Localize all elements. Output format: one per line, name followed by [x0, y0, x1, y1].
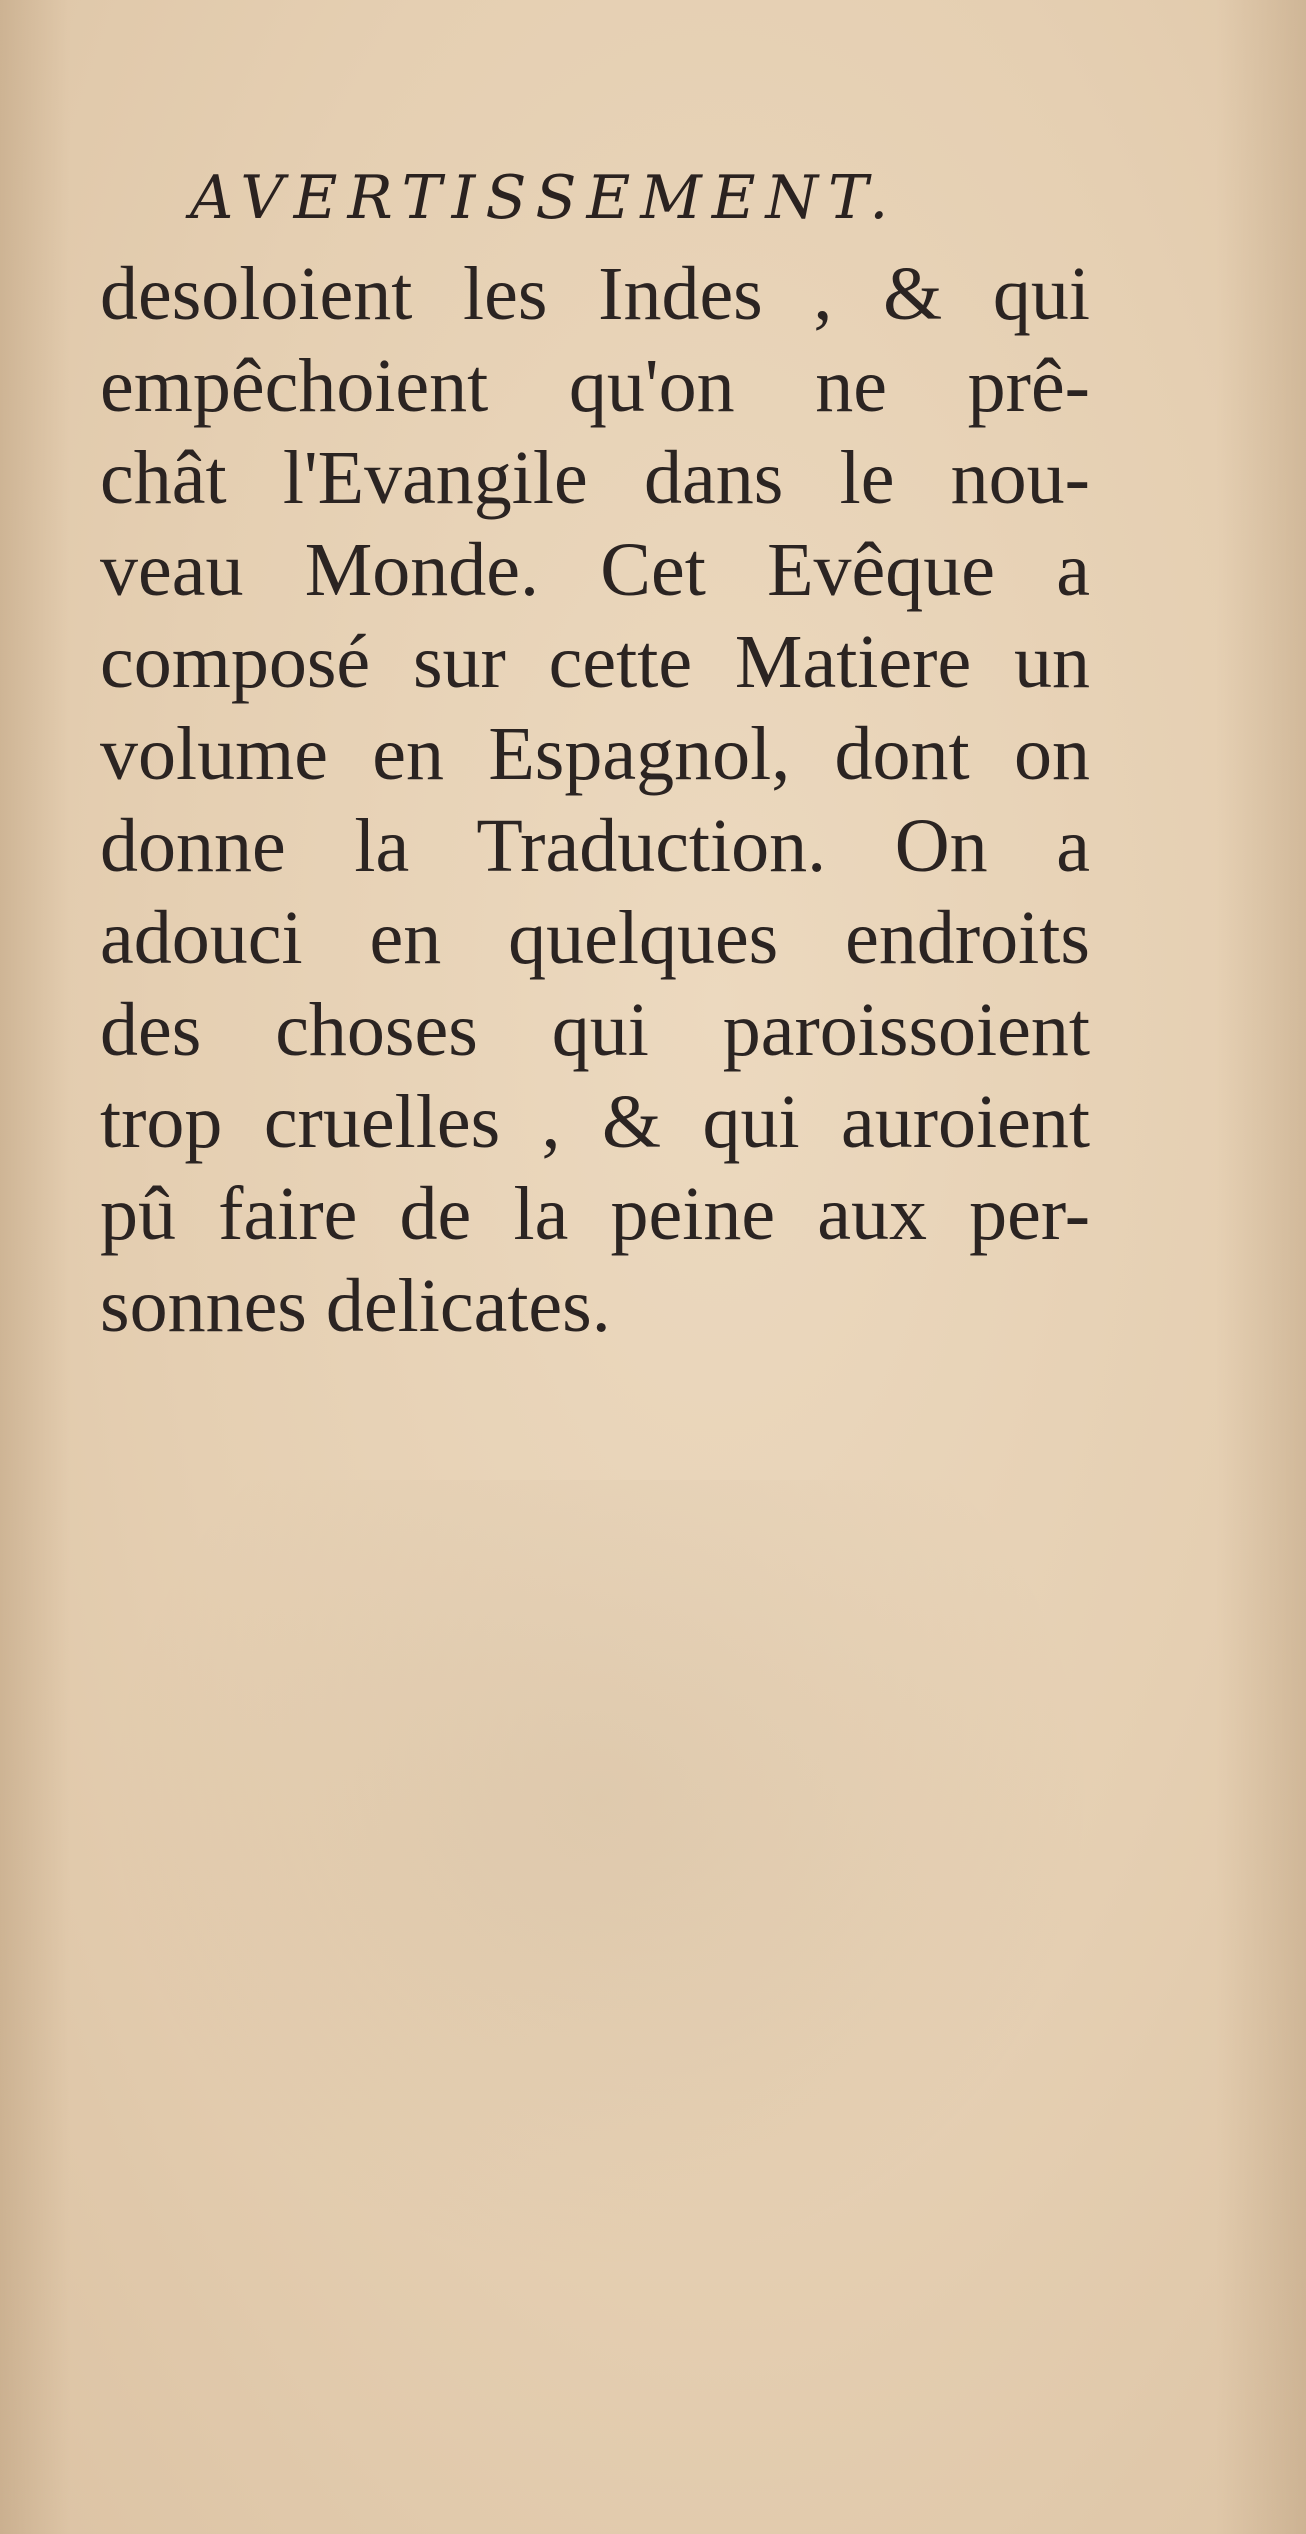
text-line: des choses qui paroissoient	[100, 988, 1090, 1072]
text-line: empêchoient qu'on ne prê-	[100, 344, 1090, 428]
text-line: donne la Traduction. On a	[100, 804, 1090, 888]
show-through-shading	[100, 1480, 1100, 2280]
running-header: AVERTISSEMENT.	[190, 163, 899, 233]
body-text	[100, 248, 1090, 1352]
text-line: volume en Espagnol, dont on	[100, 712, 1090, 796]
text-line: pû faire de la peine aux per-	[100, 1172, 1090, 1256]
right-edge-shadow	[1216, 0, 1306, 2534]
text-line: sonnes delicates.	[100, 1264, 611, 1348]
text-line: adouci en quelques endroits	[100, 896, 1090, 980]
text-line: chât l'Evangile dans le nou-	[100, 436, 1090, 520]
text-line: veau Monde. Cet Evêque a	[100, 528, 1090, 612]
text-line: composé sur cette Matiere un	[100, 620, 1090, 704]
left-edge-shadow	[0, 0, 70, 2534]
text-line: trop cruelles , & qui auroient	[100, 1080, 1090, 1164]
text-line: desoloient les Indes , & qui	[100, 252, 1090, 336]
